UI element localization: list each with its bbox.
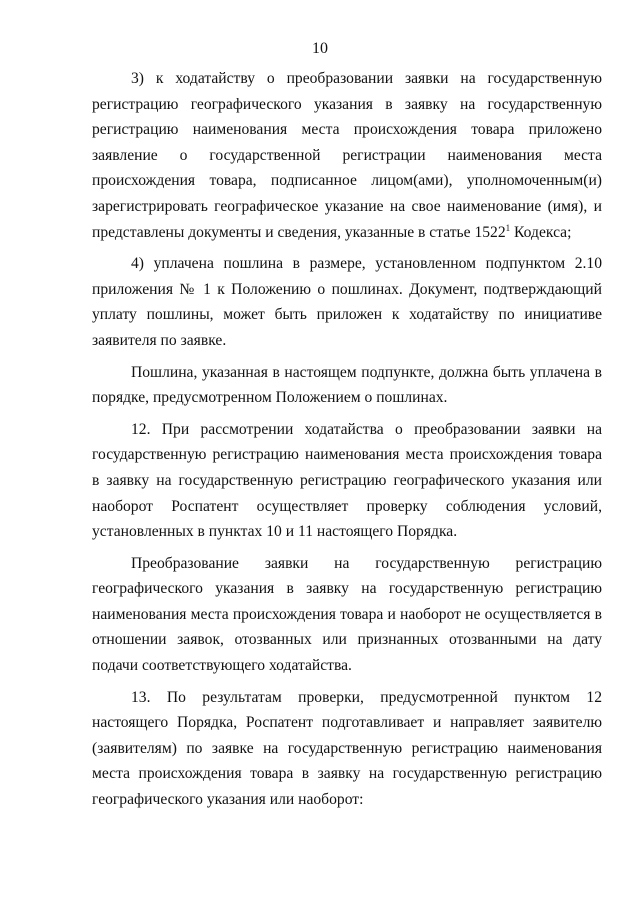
paragraph-duty-note: Пошлина, указанная в настоящем подпункте, должна быть уплачена в порядке, предусмотренном Положением о пошлинах. <box>92 363 602 407</box>
article-superscript: 1 <box>505 222 511 233</box>
paragraph-text: 3) к ходатайству о преобразовании заявки на государственную регистрацию географического указания в заявку на государственную регистрацию наименования места происхождения товара приложено заявление о государственной регистрации наименования места происхождения товара, подписанное лицом(ами), уполномоченным(и) зарегистрировать географическое указание на свое наименование (имя), и представлены документы и сведения, указанные в статье 1522 <box>92 70 602 241</box>
document-body <box>92 66 602 819</box>
page-number: 10 <box>312 40 328 57</box>
paragraph-item-4: 4) уплачена пошлина в размере, установленном подпунктом 2.10 приложения № 1 к Положению о пошлинах. Документ, подтверждающий уплату пошлины, может быть приложен к ходатайству по инициативе заявителя по заявке. <box>92 255 602 349</box>
paragraph-conversion-note: Преобразование заявки на государственную регистрацию географического указания в заявку на государственную регистрацию наименования места происхождения товара и наоборот не осуществляется в отношении заявок, отозванных или признанных отозванными на дату подачи соответствующего ходатайства. <box>92 554 602 675</box>
paragraph-item-3 <box>92 66 602 245</box>
paragraph-clause-13: 13. По результатам проверки, предусмотренной пунктом 12 настоящего Порядка, Роспатент подготавливает и направляет заявителю (заявителям) по заявке на государственную регистрацию наименования места происхождения товара в заявку на государственную регистрацию географического указания или наоборот: <box>92 688 602 809</box>
paragraph-tail: Кодекса; <box>510 223 572 241</box>
paragraph-clause-12: 12. При рассмотрении ходатайства о преобразовании заявки на государственную регистрацию наименования места происхождения товара в заявку на государственную регистрацию географического указания или наоборот Роспатент осуществляет проверку соблюдения условий, установленных в пунктах 10 и 11 настоящего Порядка. <box>92 420 602 541</box>
